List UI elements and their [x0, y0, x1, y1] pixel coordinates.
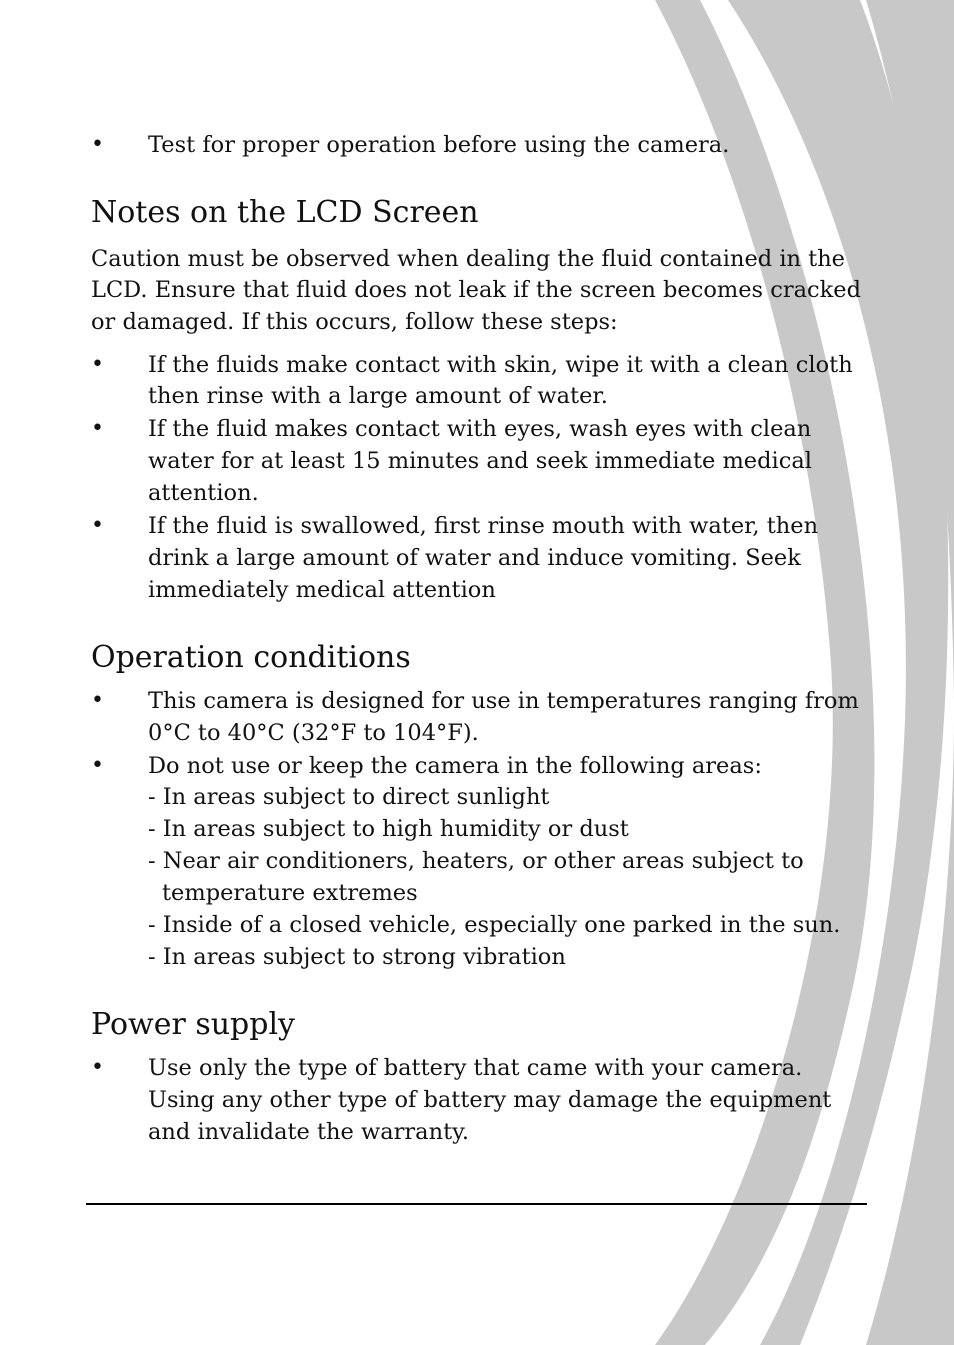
lcd-para-line: Caution must be observed when dealing the fluid contained in the [91, 246, 846, 272]
lcd-para-line: LCD. Ensure that fluid does not leak if the screen becomes cracked [91, 277, 861, 303]
section-heading-lcd: Notes on the LCD Screen [91, 195, 479, 230]
operation-bullet-line: Do not use or keep the camera in the following areas: [148, 753, 762, 779]
bullet-marker: • [91, 1055, 104, 1080]
lcd-bullet-line: If the fluids make contact with skin, wipe it with a clean cloth [148, 352, 853, 378]
lcd-bullet-line: attention. [148, 480, 259, 506]
footer-rule [86, 1203, 867, 1205]
lcd-bullet-line: immediately medical attention [148, 577, 496, 603]
lcd-bullet-line: then rinse with a large amount of water. [148, 383, 608, 409]
bullet-marker: • [91, 416, 104, 441]
bullet-marker: • [91, 688, 104, 713]
section-heading-operation: Operation conditions [91, 640, 411, 675]
lcd-bullet-line: water for at least 15 minutes and seek immediate medical [148, 448, 812, 474]
operation-bullet-line: This camera is designed for use in temperatures ranging from [148, 688, 859, 714]
lcd-bullet-line: drink a large amount of water and induce vomiting. Seek [148, 545, 801, 571]
bullet-marker: • [91, 352, 104, 377]
section-heading-power: Power supply [91, 1007, 296, 1042]
bullet-marker: • [91, 753, 104, 778]
area-item: - In areas subject to direct sunlight [148, 784, 550, 810]
lcd-bullet-line: If the fluid is swallowed, first rinse mouth with water, then [148, 513, 819, 539]
bullet-marker: • [91, 132, 104, 157]
power-bullet-line: Use only the type of battery that came with your camera. [148, 1055, 803, 1081]
area-item: - In areas subject to strong vibration [148, 944, 566, 970]
power-bullet-line: Using any other type of battery may damage the equipment [148, 1087, 832, 1113]
operation-bullet-line: 0°C to 40°C (32°F to 104°F). [148, 720, 479, 746]
area-item: - Near air conditioners, heaters, or other areas subject to [148, 848, 804, 874]
lcd-para-line: or damaged. If this occurs, follow these steps: [91, 309, 618, 335]
power-bullet-line: and invalidate the warranty. [148, 1119, 469, 1145]
lcd-bullet-line: If the fluid makes contact with eyes, wash eyes with clean [148, 416, 812, 442]
bullet-marker: • [91, 513, 104, 538]
area-item: - In areas subject to high humidity or dust [148, 816, 629, 842]
area-item: - Inside of a closed vehicle, especially one parked in the sun. [148, 912, 841, 938]
area-item-continuation: temperature extremes [162, 880, 418, 906]
intro-bullet-text: Test for proper operation before using the camera. [148, 132, 730, 158]
